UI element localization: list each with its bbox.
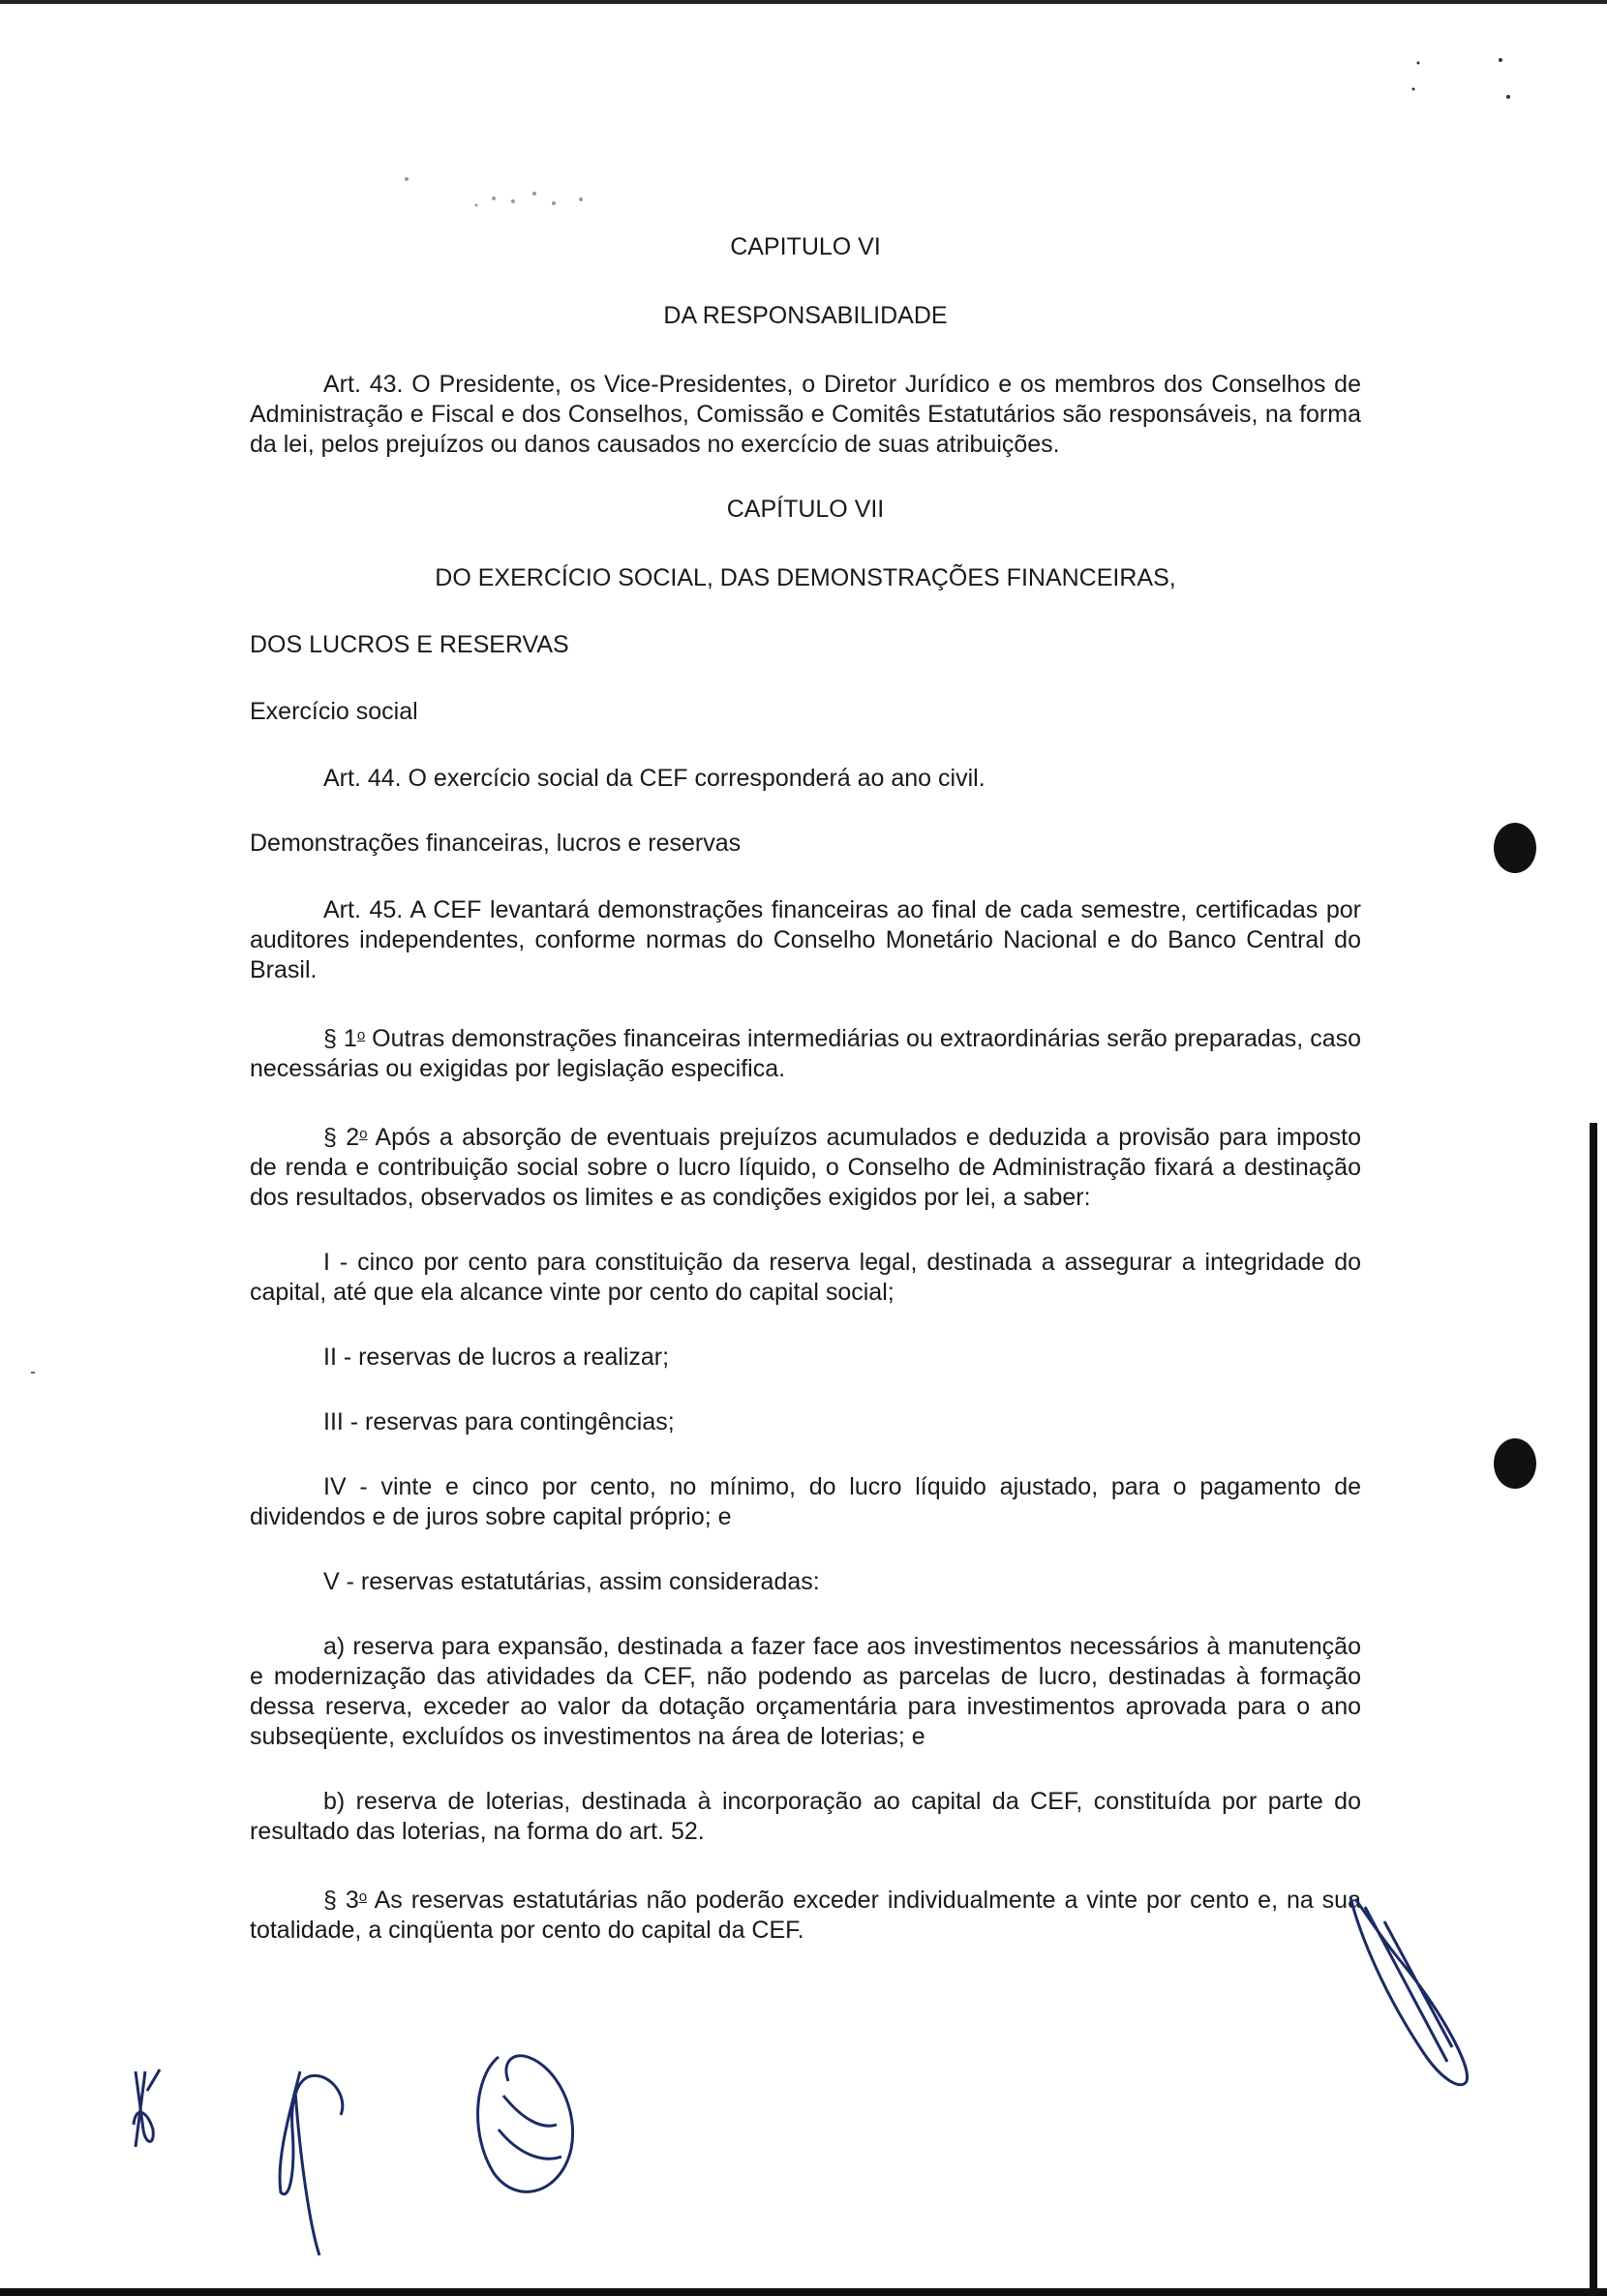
chapter-6-subtitle: DA RESPONSABILIDADE [663, 302, 948, 329]
item-i: I - cinco por cento para constituição da reserva legal, destinada a assegurar a integridade do capital, até que ela alcance vinte por cento do capital social; [250, 1249, 1361, 1306]
paragraph-2-text: Após a absorção de eventuais prejuízos acumulados e deduzida a provisão para imposto de renda e contribuição social sobre o lucro líquido, o Conselho de Administração fixará a destinação dos resultados, observados os limites e as condições exigidos por lei, a saber: [250, 1124, 1361, 1211]
paragraph-2-label: § 2 [323, 1124, 360, 1151]
item-b: b) reserva de loterias, destinada à incorporação ao capital da CEF, constituída por parte do resultado das loterias, na forma do art. 52. [250, 1788, 1361, 1845]
chapter-7-subtitle-line1: DO EXERCÍCIO SOCIAL, DAS DEMONSTRAÇÕES FINANCEIRAS, [435, 564, 1176, 591]
initials-signature-left [134, 2069, 160, 2147]
scan-edge-top [0, 0, 1607, 4]
paragraph-3-label: § 3 [323, 1887, 359, 1914]
paragraph-3-ordinal: o [358, 1888, 368, 1905]
circular-signature [478, 2056, 573, 2192]
chapter-6-title: CAPITULO VI [730, 233, 881, 260]
paragraph-1-ordinal: o [356, 1027, 366, 1043]
paragraph-2 [250, 1119, 1361, 1213]
paragraph-2-ordinal: o [359, 1126, 368, 1142]
paragraph-1-text: Outras demonstrações financeiras intermediárias ou extraordinárias serão preparadas, caso necessárias ou exigidas por legislação especifica. [250, 1025, 1362, 1082]
paragraph-3 [250, 1882, 1361, 1946]
item-iii: III - reservas para contingências; [323, 1408, 675, 1435]
section-exercicio-social: Exercício social [250, 698, 418, 725]
article-44: Art. 44. O exercício social da CEF corresponderá ao ano civil. [323, 765, 985, 792]
scan-edge-bottom [0, 2288, 1607, 2296]
initials-signature-right [1350, 1897, 1468, 2085]
paragraph-1-label: § 1 [323, 1025, 357, 1052]
corner-specks [1412, 58, 1511, 99]
scan-edge-right [1590, 1123, 1597, 2296]
article-45: Art. 45. A CEF levantará demonstrações financeiras ao final de cada semestre, certificadas por auditores independentes, conforme normas do Conselho Monetário Nacional e do Banco Central do Brasil. [250, 896, 1361, 983]
item-ii: II - reservas de lucros a realizar; [323, 1344, 670, 1371]
chapter-7-subtitle-line2: DOS LUCROS E RESERVAS [250, 631, 569, 658]
paragraph-3-text: As reservas estatutárias não poderão exceder individualmente a vinte por cento e, na sua totalidade, a cinqüenta por cento do capital da CEF. [250, 1887, 1361, 1944]
chapter-7-title: CAPÍTULO VII [726, 496, 885, 523]
document-page [250, 232, 1361, 1980]
page-number-stamp [405, 177, 583, 207]
punch-hole-upper [1494, 823, 1536, 873]
punch-hole-lower [1494, 1438, 1536, 1489]
item-v: V - reservas estatutárias, assim consideradas: [323, 1568, 820, 1595]
article-43: Art. 43. O Presidente, os Vice-Presidentes, o Diretor Jurídico e os membros dos Conselhos de Administração e Fiscal e dos Conselhos, Comissão e Comitês Estatutários são responsáveis, na forma da lei, pelos prejuízos ou danos causados no exercício de suas atribuições. [250, 371, 1361, 458]
initials-signature-middle [280, 2071, 343, 2255]
section-demonstracoes: Demonstrações financeiras, lucros e reservas [250, 830, 742, 857]
item-a: a) reserva para expansão, destinada a fazer face aos investimentos necessários à manutenção e modernização das atividades da CEF, não podendo as parcelas de lucro, destinadas à formação dessa reserva, exceder ao valor da dotação orçamentária para investimentos aprovada para o ano subseqüente, excluídos os investimentos na área de loterias; e [250, 1633, 1361, 1750]
paragraph-1 [250, 1020, 1361, 1084]
item-iv: IV - vinte e cinco por cento, no mínimo, do lucro líquido ajustado, para o pagamento de dividendos e de juros sobre capital próprio; e [250, 1473, 1361, 1530]
